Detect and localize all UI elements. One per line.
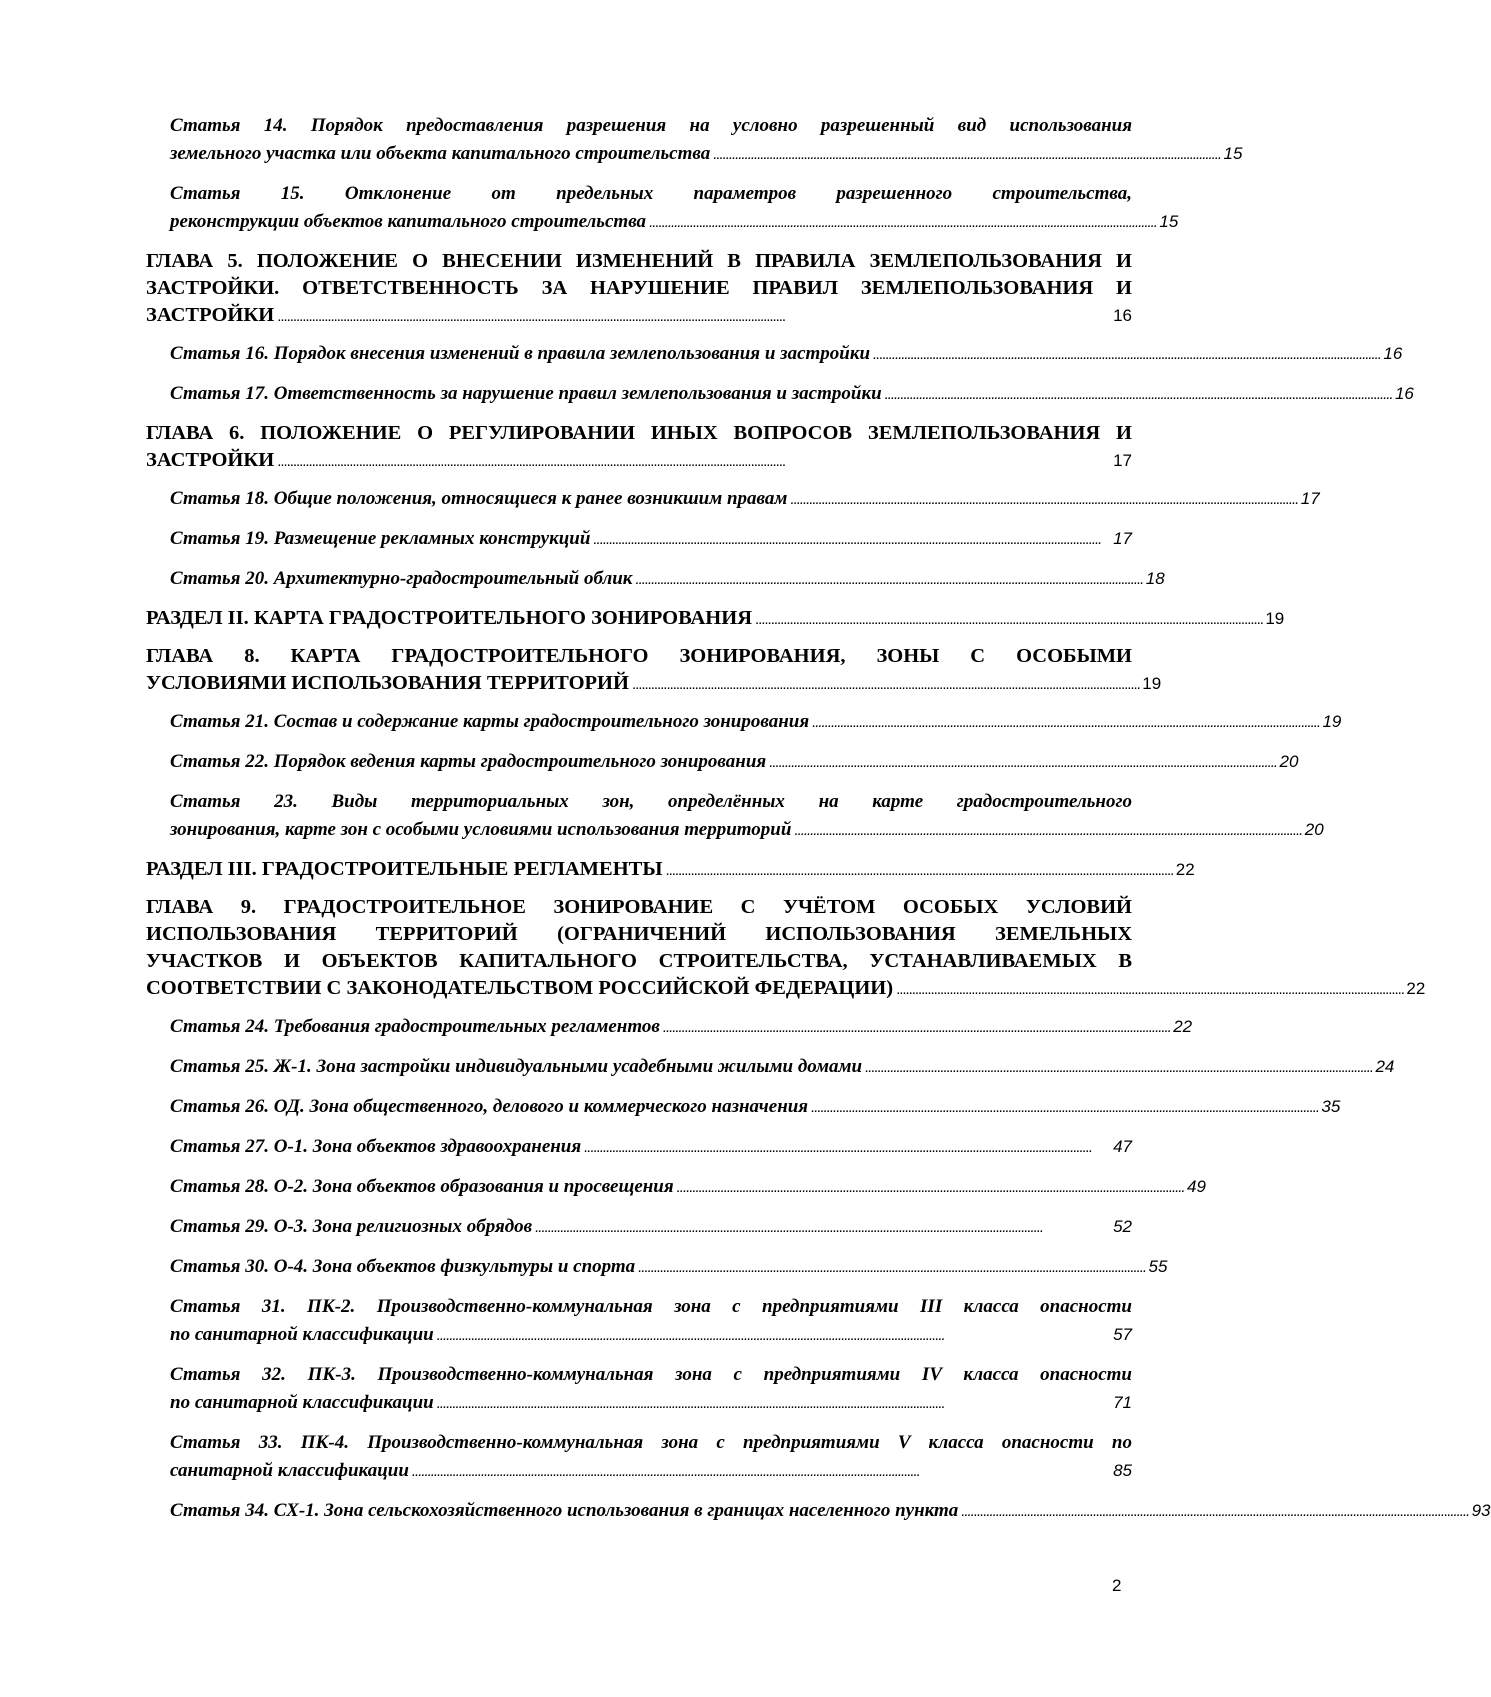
toc-entry-article[interactable] <box>170 180 1179 237</box>
dot-leader <box>584 1134 1109 1162</box>
toc-entry-chapter[interactable] <box>146 248 1132 330</box>
table-of-contents <box>146 112 1491 1537</box>
toc-entry-text: Статья 24. Требования градостроительных регламентов <box>170 1016 660 1037</box>
toc-page-number: 22 <box>1173 1017 1193 1036</box>
toc-entry-article[interactable] <box>170 1497 1491 1526</box>
page-number: 2 <box>1112 1576 1122 1595</box>
toc-page-number: 52 <box>1113 1217 1132 1236</box>
toc-entry-article[interactable] <box>170 1173 1206 1202</box>
dot-leader <box>865 1054 1371 1082</box>
toc-entry-chapter[interactable] <box>146 643 1162 698</box>
dot-leader <box>649 209 1155 237</box>
dot-leader <box>896 976 1402 1003</box>
toc-entry-text: Статья 16. Порядок внесения изменений в правила землепользования и застройки <box>170 343 871 364</box>
toc-entry-text: Статья 29. О-3. Зона религиозных обрядов <box>170 1216 533 1237</box>
dot-leader <box>885 381 1391 409</box>
toc-entry-article[interactable] <box>170 525 1132 554</box>
toc-page-number: 16 <box>1394 384 1414 403</box>
toc-entry-text: Статья 30. О-4. Зона объектов физкультуры и спорта <box>170 1256 636 1277</box>
toc-page-number: 16 <box>1383 344 1403 363</box>
toc-entry-text: Статья 25. Ж-1. Зона застройки индивидуальными усадебными жилыми домами <box>170 1056 863 1077</box>
toc-entry-text: Статья 31. ПК-2. Производственно-коммунальная зона с предприятиями III класса опасности <box>170 1296 1132 1317</box>
toc-page-number: 20 <box>1279 752 1299 771</box>
toc-entry-chapter[interactable] <box>146 420 1132 475</box>
toc-entry-article[interactable] <box>170 485 1320 514</box>
toc-page-number: 16 <box>1113 306 1132 325</box>
toc-page-number: 19 <box>1142 674 1162 693</box>
toc-page-number: 22 <box>1406 979 1426 998</box>
toc-entry-text: РАЗДЕЛ III. ГРАДОСТРОИТЕЛЬНЫЕ РЕГЛАМЕНТЫ <box>146 858 663 880</box>
toc-entry-text: реконструкции объектов капитального строительства <box>170 211 647 232</box>
dot-leader <box>277 303 1109 330</box>
toc-entry-text: ИСПОЛЬЗОВАНИЯ ТЕРРИТОРИЙ (ОГРАНИЧЕНИЙ ИСПОЛЬЗОВАНИЯ ЗЕМЕЛЬНЫХ <box>146 923 1132 945</box>
toc-entry-article[interactable] <box>170 1361 1132 1418</box>
toc-entry-text: ЗАСТРОЙКИ <box>146 304 275 326</box>
toc-page-number: 49 <box>1186 1177 1206 1196</box>
toc-entry-chapter[interactable] <box>146 605 1285 633</box>
toc-entry-article[interactable] <box>170 748 1299 777</box>
dot-leader <box>769 749 1275 777</box>
toc-entry-article[interactable] <box>170 1213 1132 1242</box>
toc-entry-article[interactable] <box>170 380 1414 409</box>
toc-entry-text: Статья 17. Ответственность за нарушение правил землепользования и застройки <box>170 383 882 404</box>
dot-leader <box>632 671 1138 698</box>
toc-entry-text: Статья 22. Порядок ведения карты градостроительного зонирования <box>170 751 767 772</box>
dot-leader <box>790 486 1296 514</box>
toc-entry-text: РАЗДЕЛ II. КАРТА ГРАДОСТРОИТЕЛЬНОГО ЗОНИРОВАНИЯ <box>146 607 753 629</box>
dot-leader <box>665 857 1171 884</box>
toc-page-number: 19 <box>1322 712 1342 731</box>
toc-entry-text: Статья 21. Состав и содержание карты градостроительного зонирования <box>170 711 810 732</box>
toc-entry-article[interactable] <box>170 1429 1132 1486</box>
dot-leader <box>794 817 1300 845</box>
toc-entry-text: Статья 18. Общие положения, относящиеся к ранее возникшим правам <box>170 488 788 509</box>
toc-entry-article[interactable] <box>170 565 1165 594</box>
toc-entry-article[interactable] <box>170 708 1342 737</box>
toc-entry-article[interactable] <box>170 1013 1193 1042</box>
dot-leader <box>811 1094 1317 1122</box>
dot-leader <box>277 448 1109 475</box>
toc-entry-text: ГЛАВА 5. ПОЛОЖЕНИЕ О ВНЕСЕНИИ ИЗМЕНЕНИЙ В ПРАВИЛА ЗЕМЛЕПОЛЬЗОВАНИЯ И <box>146 250 1132 272</box>
toc-entry-text: Статья 32. ПК-3. Производственно-коммунальная зона с предприятиями IV класса опасности <box>170 1364 1132 1385</box>
toc-page-number: 22 <box>1175 860 1195 879</box>
toc-entry-text: Статья 33. ПК-4. Производственно-коммунальная зона с предприятиями V класса опасности по <box>170 1432 1132 1453</box>
toc-entry-article[interactable] <box>170 340 1403 369</box>
toc-entry-article[interactable] <box>170 1293 1132 1350</box>
toc-page-number: 17 <box>1113 529 1132 548</box>
toc-page-number: 15 <box>1159 212 1179 231</box>
dot-leader <box>812 709 1318 737</box>
toc-entry-text: Статья 15. Отклонение от предельных параметров разрешенного строительства, <box>170 183 1132 204</box>
dot-leader <box>437 1322 1109 1350</box>
dot-leader <box>635 566 1141 594</box>
toc-entry-text: ЗАСТРОЙКИ <box>146 449 275 471</box>
toc-entry-chapter[interactable] <box>146 856 1195 884</box>
toc-entry-article[interactable] <box>170 788 1324 845</box>
toc-page-number: 93 <box>1471 1501 1491 1520</box>
toc-entry-text: ГЛАВА 9. ГРАДОСТРОИТЕЛЬНОЕ ЗОНИРОВАНИЕ С УЧЁТОМ ОСОБЫХ УСЛОВИЙ <box>146 896 1132 918</box>
toc-page-number: 18 <box>1145 569 1165 588</box>
toc-entry-text: по санитарной классификации <box>170 1392 434 1413</box>
toc-entry-text: зонирования, карте зон с особыми условиями использования территорий <box>170 819 792 840</box>
dot-leader <box>593 526 1109 554</box>
toc-entry-text: Статья 14. Порядок предоставления разрешения на условно разрешенный вид использования <box>170 115 1132 136</box>
dot-leader <box>713 141 1219 169</box>
dot-leader <box>677 1174 1183 1202</box>
dot-leader <box>638 1254 1144 1282</box>
toc-entry-text: УЧАСТКОВ И ОБЪЕКТОВ КАПИТАЛЬНОГО СТРОИТЕЛЬСТВА, УСТАНАВЛИВАЕМЫХ В <box>146 950 1132 972</box>
dot-leader <box>663 1014 1169 1042</box>
toc-page-number: 17 <box>1113 451 1132 470</box>
toc-entry-text: Статья 20. Архитектурно-градостроительный облик <box>170 568 633 589</box>
toc-entry-chapter[interactable] <box>146 894 1426 1003</box>
toc-entry-text: СООТВЕТСТВИИ С ЗАКОНОДАТЕЛЬСТВОМ РОССИЙСКОЙ ФЕДЕРАЦИИ) <box>146 977 894 999</box>
toc-entry-text: Статья 23. Виды территориальных зон, определённых на карте градостроительного <box>170 791 1132 812</box>
toc-entry-text: Статья 28. О-2. Зона объектов образования и просвещения <box>170 1176 674 1197</box>
toc-page-number: 19 <box>1265 609 1285 628</box>
dot-leader <box>873 341 1379 369</box>
toc-entry-text: ГЛАВА 6. ПОЛОЖЕНИЕ О РЕГУЛИРОВАНИИ ИНЫХ ВОПРОСОВ ЗЕМЛЕПОЛЬЗОВАНИЯ И <box>146 422 1132 444</box>
dot-leader <box>755 606 1261 633</box>
toc-entry-article[interactable] <box>170 1133 1132 1162</box>
toc-entry-text: УСЛОВИЯМИ ИСПОЛЬЗОВАНИЯ ТЕРРИТОРИЙ <box>146 672 629 694</box>
toc-page-number: 71 <box>1113 1393 1132 1412</box>
toc-page-number: 17 <box>1300 489 1320 508</box>
toc-page-number: 55 <box>1148 1257 1168 1276</box>
toc-entry-article[interactable] <box>170 1053 1395 1082</box>
toc-entry-text: Статья 26. ОД. Зона общественного, делового и коммерческого назначения <box>170 1096 809 1117</box>
dot-leader <box>412 1458 1109 1486</box>
toc-entry-text: Статья 27. О-1. Зона объектов здравоохранения <box>170 1136 582 1157</box>
toc-entry-text: Статья 34. СХ-1. Зона сельскохозяйственного использования в границах населенного пункта <box>170 1500 959 1521</box>
toc-page-number: 15 <box>1223 144 1243 163</box>
toc-entry-article[interactable] <box>170 1093 1341 1122</box>
toc-entry-text: Статья 19. Размещение рекламных конструкций <box>170 528 591 549</box>
dot-leader <box>437 1390 1109 1418</box>
toc-page-number: 57 <box>1113 1325 1132 1344</box>
toc-entry-text: ГЛАВА 8. КАРТА ГРАДОСТРОИТЕЛЬНОГО ЗОНИРОВАНИЯ, ЗОНЫ С ОСОБЫМИ <box>146 645 1132 667</box>
dot-leader <box>535 1214 1109 1242</box>
toc-entry-text: по санитарной классификации <box>170 1324 434 1345</box>
toc-page-number: 47 <box>1113 1137 1132 1156</box>
toc-page-number: 20 <box>1304 820 1324 839</box>
toc-page-number: 35 <box>1321 1097 1341 1116</box>
toc-entry-article[interactable] <box>170 1253 1168 1282</box>
dot-leader <box>961 1498 1467 1526</box>
toc-entry-text: санитарной классификации <box>170 1460 409 1481</box>
toc-entry-article[interactable] <box>170 112 1243 169</box>
toc-page-number: 85 <box>1113 1461 1132 1480</box>
toc-entry-text: земельного участка или объекта капитального строительства <box>170 143 711 164</box>
toc-page-number: 24 <box>1375 1057 1395 1076</box>
toc-entry-text: ЗАСТРОЙКИ. ОТВЕТСТВЕННОСТЬ ЗА НАРУШЕНИЕ ПРАВИЛ ЗЕМЛЕПОЛЬЗОВАНИЯ И <box>146 277 1132 299</box>
